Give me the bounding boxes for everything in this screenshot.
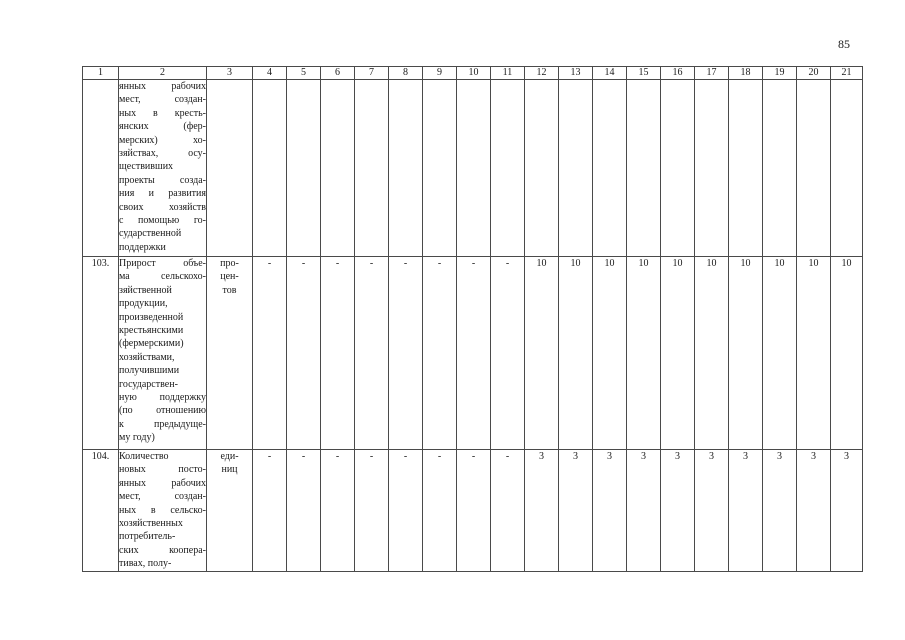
value-cell: 10 xyxy=(695,257,729,450)
value-cell xyxy=(729,80,763,257)
description-line: ма сельскохо- xyxy=(119,271,206,283)
value-cell: 3 xyxy=(593,450,627,572)
value-cell: - xyxy=(423,257,457,450)
value-cell: - xyxy=(321,450,355,572)
value-cell: - xyxy=(457,450,491,572)
value-cell: 3 xyxy=(797,450,831,572)
unit-line: еди- xyxy=(220,451,239,462)
value-cell xyxy=(593,80,627,257)
value-cell: 3 xyxy=(831,450,863,572)
description-line: (фермерскими) xyxy=(119,338,184,350)
indicator-description xyxy=(119,257,207,450)
description-line: ных в сельско- xyxy=(119,504,206,516)
description-line: ния и развития xyxy=(119,188,206,200)
value-cell: 10 xyxy=(729,257,763,450)
column-header: 14 xyxy=(593,67,627,80)
unit-of-measure xyxy=(207,257,253,450)
value-cell: - xyxy=(253,450,287,572)
value-cell: 10 xyxy=(661,257,695,450)
column-header: 5 xyxy=(287,67,321,80)
value-cell: 10 xyxy=(593,257,627,450)
unit-line: цен- xyxy=(220,271,239,283)
unit-of-measure xyxy=(207,450,253,572)
description-line: мерских) хо- xyxy=(119,134,206,146)
value-cell: - xyxy=(389,450,423,572)
value-cell xyxy=(491,80,525,257)
description-line: своих хозяйств xyxy=(119,201,206,213)
column-header: 20 xyxy=(797,67,831,80)
unit-line: ниц xyxy=(221,464,238,476)
table-row xyxy=(83,450,863,572)
description-line: зяйствах, осу- xyxy=(119,148,206,160)
value-cell: 10 xyxy=(763,257,797,450)
column-header: 10 xyxy=(457,67,491,80)
unit-line: про- xyxy=(220,258,239,269)
column-header: 16 xyxy=(661,67,695,80)
row-number: 103. xyxy=(83,257,119,450)
value-cell: 3 xyxy=(763,450,797,572)
column-header: 13 xyxy=(559,67,593,80)
table-row xyxy=(83,80,863,257)
description-line: сударственной xyxy=(119,228,182,240)
indicator-description xyxy=(119,80,207,257)
value-cell xyxy=(287,80,321,257)
value-cell xyxy=(763,80,797,257)
column-header: 8 xyxy=(389,67,423,80)
value-cell: - xyxy=(287,450,321,572)
description-line: хозяйственных xyxy=(119,518,183,530)
column-header: 6 xyxy=(321,67,355,80)
page-number: 85 xyxy=(838,37,850,51)
description-line: проекты созда- xyxy=(119,174,206,186)
row-number xyxy=(83,80,119,257)
description-line: с помощью го- xyxy=(119,215,206,227)
description-line: мест, создан- xyxy=(119,491,206,503)
description-line: государствен- xyxy=(119,378,178,390)
column-header: 7 xyxy=(355,67,389,80)
value-cell: 10 xyxy=(559,257,593,450)
column-header: 1 xyxy=(83,67,119,80)
column-header: 19 xyxy=(763,67,797,80)
value-cell: - xyxy=(491,450,525,572)
description-line: поддержки xyxy=(119,241,166,253)
column-header: 9 xyxy=(423,67,457,80)
value-cell: 10 xyxy=(831,257,863,450)
data-table xyxy=(82,66,863,572)
description-line: янных рабочих xyxy=(119,81,206,92)
description-line: мест, создан- xyxy=(119,94,206,106)
column-header: 2 xyxy=(119,67,207,80)
value-cell: 10 xyxy=(797,257,831,450)
description-line: ских коопера- xyxy=(119,544,206,556)
description-line: Количество xyxy=(119,451,169,462)
value-cell: 3 xyxy=(525,450,559,572)
value-cell: 10 xyxy=(627,257,661,450)
description-line: крестьянскими xyxy=(119,325,184,337)
column-header: 21 xyxy=(831,67,863,80)
value-cell: - xyxy=(423,450,457,572)
value-cell xyxy=(423,80,457,257)
value-cell: 3 xyxy=(627,450,661,572)
value-cell xyxy=(389,80,423,257)
description-line: тивах, полу- xyxy=(119,558,172,570)
description-line: ных в кресть- xyxy=(119,107,206,119)
column-header: 12 xyxy=(525,67,559,80)
value-cell: - xyxy=(355,257,389,450)
value-cell: - xyxy=(253,257,287,450)
description-line: Прирост объе- xyxy=(119,258,206,269)
description-line: му году) xyxy=(119,432,155,444)
value-cell: 10 xyxy=(525,257,559,450)
description-line: зяйственной xyxy=(119,284,172,296)
description-line: продукции, xyxy=(119,298,168,310)
description-line: янных рабочих xyxy=(119,477,206,489)
value-cell: - xyxy=(287,257,321,450)
value-cell xyxy=(457,80,491,257)
value-cell: - xyxy=(321,257,355,450)
value-cell xyxy=(559,80,593,257)
column-header: 4 xyxy=(253,67,287,80)
value-cell: 3 xyxy=(729,450,763,572)
value-cell: - xyxy=(457,257,491,450)
value-cell: - xyxy=(491,257,525,450)
description-line: получившими xyxy=(119,365,180,377)
value-cell xyxy=(831,80,863,257)
value-cell: 3 xyxy=(559,450,593,572)
value-cell xyxy=(797,80,831,257)
description-line: произведенной xyxy=(119,311,184,323)
value-cell xyxy=(355,80,389,257)
value-cell xyxy=(525,80,559,257)
value-cell: - xyxy=(355,450,389,572)
description-line: новых посто- xyxy=(119,464,206,476)
value-cell: 3 xyxy=(661,450,695,572)
table-row xyxy=(83,257,863,450)
column-header: 18 xyxy=(729,67,763,80)
description-line: (по отношению xyxy=(119,405,206,417)
value-cell xyxy=(321,80,355,257)
value-cell xyxy=(627,80,661,257)
value-cell xyxy=(661,80,695,257)
column-header: 17 xyxy=(695,67,729,80)
description-line: хозяйствами, xyxy=(119,351,175,363)
unit-line: тов xyxy=(222,284,237,296)
description-line: ную поддержку xyxy=(119,392,206,404)
column-header: 15 xyxy=(627,67,661,80)
column-header: 11 xyxy=(491,67,525,80)
description-line: к предыдуще- xyxy=(119,418,206,430)
column-header: 3 xyxy=(207,67,253,80)
header-row xyxy=(83,67,863,80)
unit-of-measure xyxy=(207,80,253,257)
value-cell: 3 xyxy=(695,450,729,572)
row-number: 104. xyxy=(83,450,119,572)
value-cell xyxy=(695,80,729,257)
value-cell: - xyxy=(389,257,423,450)
indicator-description xyxy=(119,450,207,572)
value-cell xyxy=(253,80,287,257)
description-line: янских (фер- xyxy=(119,121,206,133)
description-line: ществивших xyxy=(119,161,174,173)
description-line: потребитель- xyxy=(119,531,176,543)
